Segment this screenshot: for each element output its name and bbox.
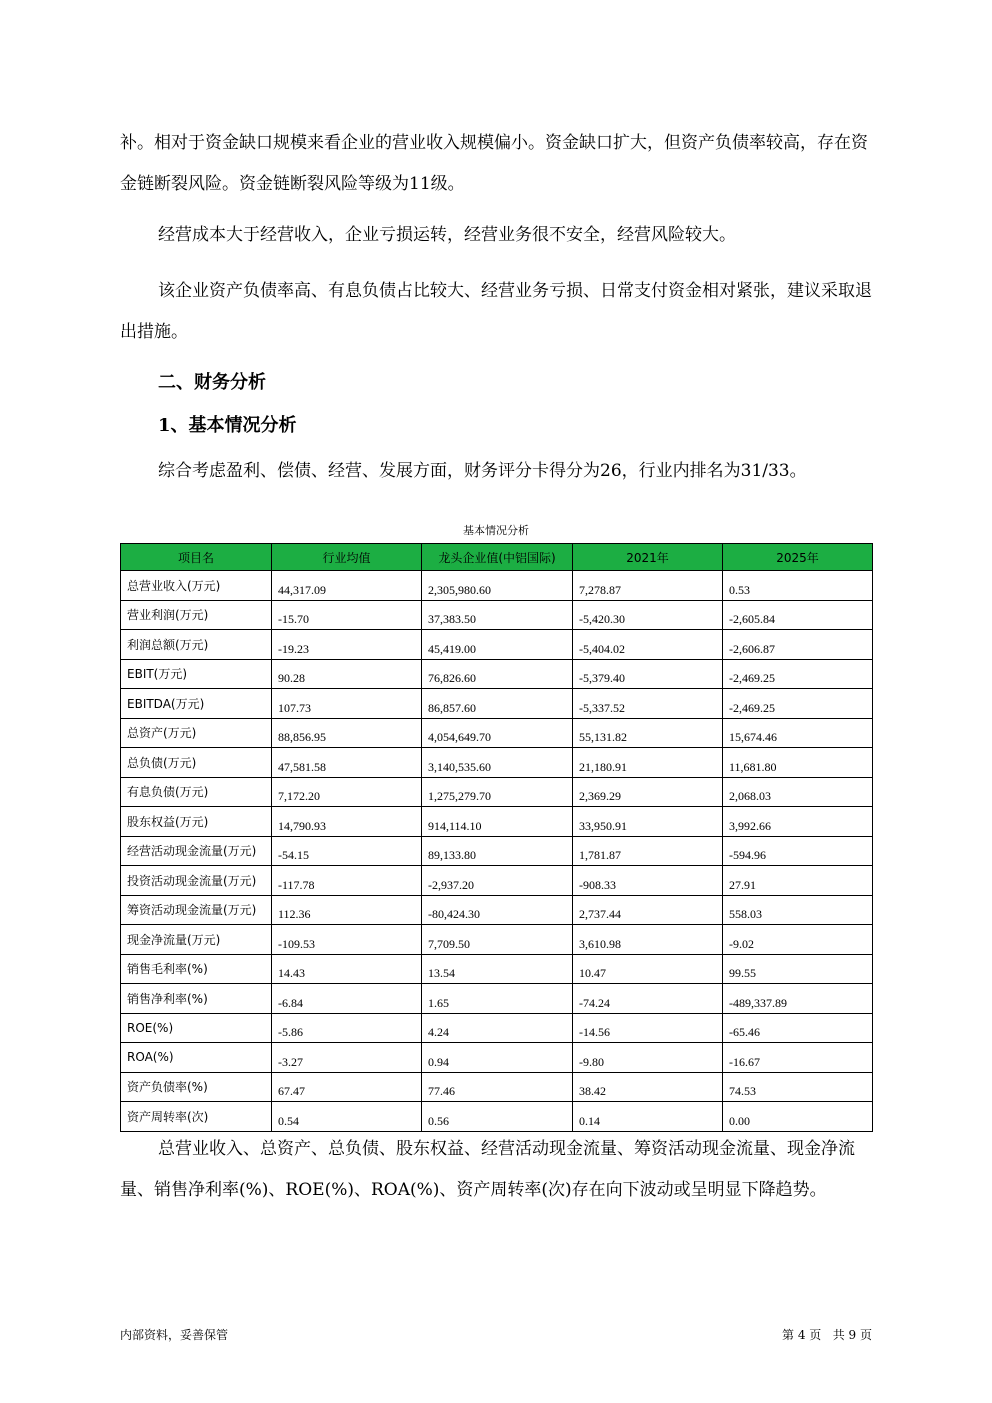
value-cell: 45,419.00 [422,630,573,660]
value-cell: -54.15 [272,836,422,866]
table-row [121,1102,873,1132]
value-cell: 10.47 [573,954,723,984]
value-cell: 1,275,279.70 [422,777,573,807]
row-label-cell: 销售毛利率(%) [121,954,272,984]
row-label-cell: 总资产(万元) [121,718,272,748]
table-row [121,600,873,630]
value-cell: 1.65 [422,984,573,1014]
value-cell: -2,469.25 [723,689,873,719]
value-cell: 0.94 [422,1043,573,1073]
value-cell: -3.27 [272,1043,422,1073]
value-cell: 14.43 [272,954,422,984]
footer-page-number: 第 4 页 共 9 页 [782,1328,872,1342]
row-label-cell: EBITDA(万元) [121,689,272,719]
value-cell: 38.42 [573,1072,723,1102]
value-cell: -5,420.30 [573,600,723,630]
value-cell: -80,424.30 [422,895,573,925]
subsection-heading: 1、基本情况分析 [158,415,297,436]
value-cell: -9.80 [573,1043,723,1073]
paragraph-operating-risk: 经营成本大于经营收入，企业亏损运转，经营业务很不安全，经营风险较大。 [158,225,736,245]
value-cell: 0.54 [272,1102,422,1132]
table-body [121,571,873,1132]
value-cell: 7,709.50 [422,925,573,955]
column-header: 2025年 [723,544,873,571]
table-row [121,748,873,778]
paragraph-funding-gap: 补。相对于资金缺口规模来看企业的营业收入规模偏小。资金缺口扩大，但资产负债率较高，存在资金链断裂风险。资金链断裂风险等级为11级。 [120,133,868,194]
value-cell: 0.14 [573,1102,723,1132]
value-cell: -5,337.52 [573,689,723,719]
table-row [121,984,873,1014]
row-label-cell: 资产负债率(%) [121,1072,272,1102]
paragraph-trend: 总营业收入、总资产、总负债、股东权益、经营活动现金流量、筹资活动现金流量、现金净流量、销售净利率(%)、ROE(%)、ROA(%)、资产周转率(次)存在向下波动或呈明显下降趋势。 [120,1139,855,1200]
table-row [121,836,873,866]
table-row [121,866,873,896]
value-cell: -2,606.87 [723,630,873,660]
value-cell: 33,950.91 [573,807,723,837]
table-row [121,718,873,748]
value-cell: -2,605.84 [723,600,873,630]
table-row [121,630,873,660]
value-cell: 2,737.44 [573,895,723,925]
column-header: 项目名 [121,544,272,571]
row-label-cell: EBIT(万元) [121,659,272,689]
value-cell: 44,317.09 [272,571,422,601]
value-cell: 13.54 [422,954,573,984]
value-cell: -5,404.02 [573,630,723,660]
table-caption: 基本情况分析 [463,524,529,537]
value-cell: 77.46 [422,1072,573,1102]
value-cell: -489,337.89 [723,984,873,1014]
value-cell: 88,856.95 [272,718,422,748]
value-cell: -6.84 [272,984,422,1014]
row-label-cell: ROA(%) [121,1043,272,1073]
value-cell: 2,369.29 [573,777,723,807]
value-cell: -2,469.25 [723,659,873,689]
column-header: 龙头企业值(中铝国际) [422,544,573,571]
value-cell: -5.86 [272,1013,422,1043]
value-cell: 3,992.66 [723,807,873,837]
value-cell: -65.46 [723,1013,873,1043]
row-label-cell: 资产周转率(次) [121,1102,272,1132]
row-label-cell: 投资活动现金流量(万元) [121,866,272,896]
value-cell: 47,581.58 [272,748,422,778]
value-cell: 7,172.20 [272,777,422,807]
value-cell: 7,278.87 [573,571,723,601]
value-cell: 27.91 [723,866,873,896]
value-cell: -9.02 [723,925,873,955]
value-cell: 3,140,535.60 [422,748,573,778]
value-cell: -16.67 [723,1043,873,1073]
value-cell: 86,857.60 [422,689,573,719]
footer-confidential: 内部资料，妥善保管 [120,1328,229,1342]
value-cell: -15.70 [272,600,422,630]
value-cell: -74.24 [573,984,723,1014]
value-cell: 37,383.50 [422,600,573,630]
value-cell: 67.47 [272,1072,422,1102]
table-row [121,1013,873,1043]
value-cell: 914,114.10 [422,807,573,837]
table-row [121,777,873,807]
table-header-row [121,544,873,571]
value-cell: 11,681.80 [723,748,873,778]
row-label-cell: 股东权益(万元) [121,807,272,837]
row-label-cell: 现金净流量(万元) [121,925,272,955]
value-cell: 74.53 [723,1072,873,1102]
value-cell: 558.03 [723,895,873,925]
value-cell: 89,133.80 [422,836,573,866]
value-cell: 99.55 [723,954,873,984]
value-cell: -109.53 [272,925,422,955]
value-cell: 0.56 [422,1102,573,1132]
row-label-cell: 总负债(万元) [121,748,272,778]
value-cell: 0.53 [723,571,873,601]
row-label-cell: ROE(%) [121,1013,272,1043]
value-cell: 112.36 [272,895,422,925]
column-header: 2021年 [573,544,723,571]
table-row [121,1043,873,1073]
value-cell: 76,826.60 [422,659,573,689]
value-cell: 21,180.91 [573,748,723,778]
basic-analysis-table [120,543,873,1132]
value-cell: 2,068.03 [723,777,873,807]
section-heading: 二、财务分析 [158,372,266,393]
row-label-cell: 有息负债(万元) [121,777,272,807]
value-cell: 4.24 [422,1013,573,1043]
value-cell: 14,790.93 [272,807,422,837]
row-label-cell: 筹资活动现金流量(万元) [121,895,272,925]
row-label-cell: 营业利润(万元) [121,600,272,630]
value-cell: -5,379.40 [573,659,723,689]
value-cell: 2,305,980.60 [422,571,573,601]
row-label-cell: 经营活动现金流量(万元) [121,836,272,866]
row-label-cell: 总营业收入(万元) [121,571,272,601]
table-row [121,689,873,719]
table-row [121,659,873,689]
column-header: 行业均值 [272,544,422,571]
value-cell: -594.96 [723,836,873,866]
value-cell: -117.78 [272,866,422,896]
table-row [121,895,873,925]
row-label-cell: 销售净利率(%) [121,984,272,1014]
value-cell: -14.56 [573,1013,723,1043]
value-cell: 3,610.98 [573,925,723,955]
value-cell: 1,781.87 [573,836,723,866]
table-row [121,807,873,837]
value-cell: 4,054,649.70 [422,718,573,748]
row-label-cell: 利润总额(万元) [121,630,272,660]
value-cell: 55,131.82 [573,718,723,748]
table-row [121,925,873,955]
value-cell: -908.33 [573,866,723,896]
value-cell: -2,937.20 [422,866,573,896]
table-row [121,1072,873,1102]
paragraph-recommendation: 该企业资产负债率高、有息负债占比较大、经营业务亏损、日常支付资金相对紧张，建议采取退出措施。 [120,281,872,342]
value-cell: 15,674.46 [723,718,873,748]
table-row [121,571,873,601]
value-cell: 0.00 [723,1102,873,1132]
value-cell: -19.23 [272,630,422,660]
paragraph-scorecard: 综合考虑盈利、偿债、经营、发展方面，财务评分卡得分为26，行业内排名为31/33。 [158,461,807,481]
value-cell: 90.28 [272,659,422,689]
value-cell: 107.73 [272,689,422,719]
table-row [121,954,873,984]
